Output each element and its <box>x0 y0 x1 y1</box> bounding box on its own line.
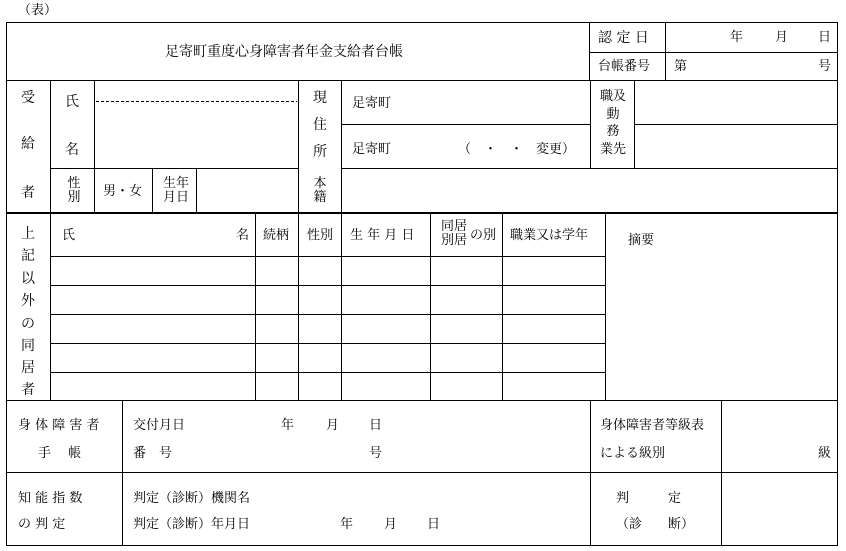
genjusho-char: 現 <box>313 90 327 106</box>
recipient-side-char: 者 <box>21 185 35 201</box>
kofu-label: 交付月日 <box>133 418 186 433</box>
tekiyo-label: 摘要 <box>628 233 655 248</box>
recipient-side-char: 受 <box>21 90 35 106</box>
chino-label-1: 知 能 指 数 <box>18 491 83 506</box>
household-side-char: 居 <box>21 360 35 376</box>
hantei-date-label: 判定（診断）年月日 <box>133 517 251 532</box>
genjusho-char: 所 <box>313 144 327 160</box>
honseki-label-line: 本 <box>313 176 327 191</box>
hantei-label-1: 判 定 <box>616 491 682 506</box>
chino-label-2: の 判 定 <box>18 517 66 532</box>
sex-value: 男・女 <box>103 184 143 199</box>
household-side-char: の <box>21 316 35 332</box>
form-tag: （表） <box>18 3 58 18</box>
col-header-dokyo-line: 同居 <box>440 219 467 234</box>
col-header-shi: 氏 <box>62 228 76 243</box>
kinmu-label-line: 務 <box>606 124 620 140</box>
hantei-day-unit: 日 <box>427 517 441 532</box>
address-line-1: 足寄町 <box>352 96 392 111</box>
address-change-note: （ ・ ・ 変更） <box>458 142 576 157</box>
grade-label-2: による級別 <box>600 446 666 461</box>
form-title: 足寄町重度心身障害者年金支給者台帳 <box>165 44 403 60</box>
seibetsu-label-line: 性 <box>67 176 81 191</box>
shintai-label-2: 手 帳 <box>38 446 82 461</box>
household-side-char: 上 <box>21 226 35 242</box>
genjusho-char: 住 <box>313 117 327 133</box>
seibetsu-label <box>64 177 84 206</box>
nintei-month-unit: 月 <box>775 30 789 45</box>
household-side-char: 同 <box>21 338 35 354</box>
honseki-label-line: 籍 <box>313 190 327 206</box>
shimei-label-char: 氏 <box>65 94 79 110</box>
household-side-char: 者 <box>21 382 35 398</box>
bango-suffix: 号 <box>369 446 383 461</box>
honseki-label <box>310 177 330 206</box>
shimei-label-char: 名 <box>65 142 79 158</box>
shintai-label-1: 身 体 障 害 者 <box>18 418 100 433</box>
hantei-label-2: （診 断） <box>616 517 695 532</box>
grade-suffix: 級 <box>818 446 832 461</box>
birth-label-line: 月日 <box>162 190 189 206</box>
col-header-dokyo-line: 別居 <box>440 233 467 249</box>
nintei-day-unit: 日 <box>818 30 832 45</box>
col-header-dokyo <box>438 220 470 249</box>
col-header-shokugyo: 職業又は学年 <box>510 228 589 243</box>
daicho-label: 台帳番号 <box>598 59 651 74</box>
kofu-day-unit: 日 <box>369 418 383 433</box>
kikan-label: 判定（診断）機関名 <box>133 491 251 506</box>
bango-label: 番 号 <box>133 446 173 461</box>
daicho-suffix: 号 <box>818 59 832 74</box>
hantei-year-unit: 年 <box>340 517 354 532</box>
birth-label-line: 生年 <box>162 176 189 191</box>
grade-label-1: 身体障害者等級表 <box>600 418 705 433</box>
kinmu-label-line: 職及 <box>599 89 626 104</box>
household-side-char: 外 <box>21 293 35 309</box>
kinmu-label <box>597 88 629 158</box>
kofu-month-unit: 月 <box>326 418 340 433</box>
col-header-zokugara: 続柄 <box>263 228 290 243</box>
nintei-year-unit: 年 <box>730 30 744 45</box>
daicho-prefix: 第 <box>674 59 688 74</box>
col-header-birth: 生 年 月 日 <box>350 228 415 243</box>
household-side-char: 以 <box>21 271 35 287</box>
seibetsu-label-line: 別 <box>67 190 81 206</box>
hantei-month-unit: 月 <box>384 517 398 532</box>
kofu-year-unit: 年 <box>281 418 295 433</box>
kinmu-label-line: 業先 <box>599 141 626 157</box>
col-header-dokyo-suffix: の別 <box>470 228 497 243</box>
col-header-mei: 名 <box>236 228 250 243</box>
nintei-label: 認 定 日 <box>598 30 649 46</box>
address-line-2: 足寄町 <box>352 142 392 157</box>
birth-label <box>160 177 192 206</box>
recipient-side-char: 給 <box>21 136 35 152</box>
col-header-seibetsu: 性別 <box>307 228 334 243</box>
household-side-char: 記 <box>21 248 35 264</box>
kinmu-label-line: 動 <box>606 106 620 122</box>
